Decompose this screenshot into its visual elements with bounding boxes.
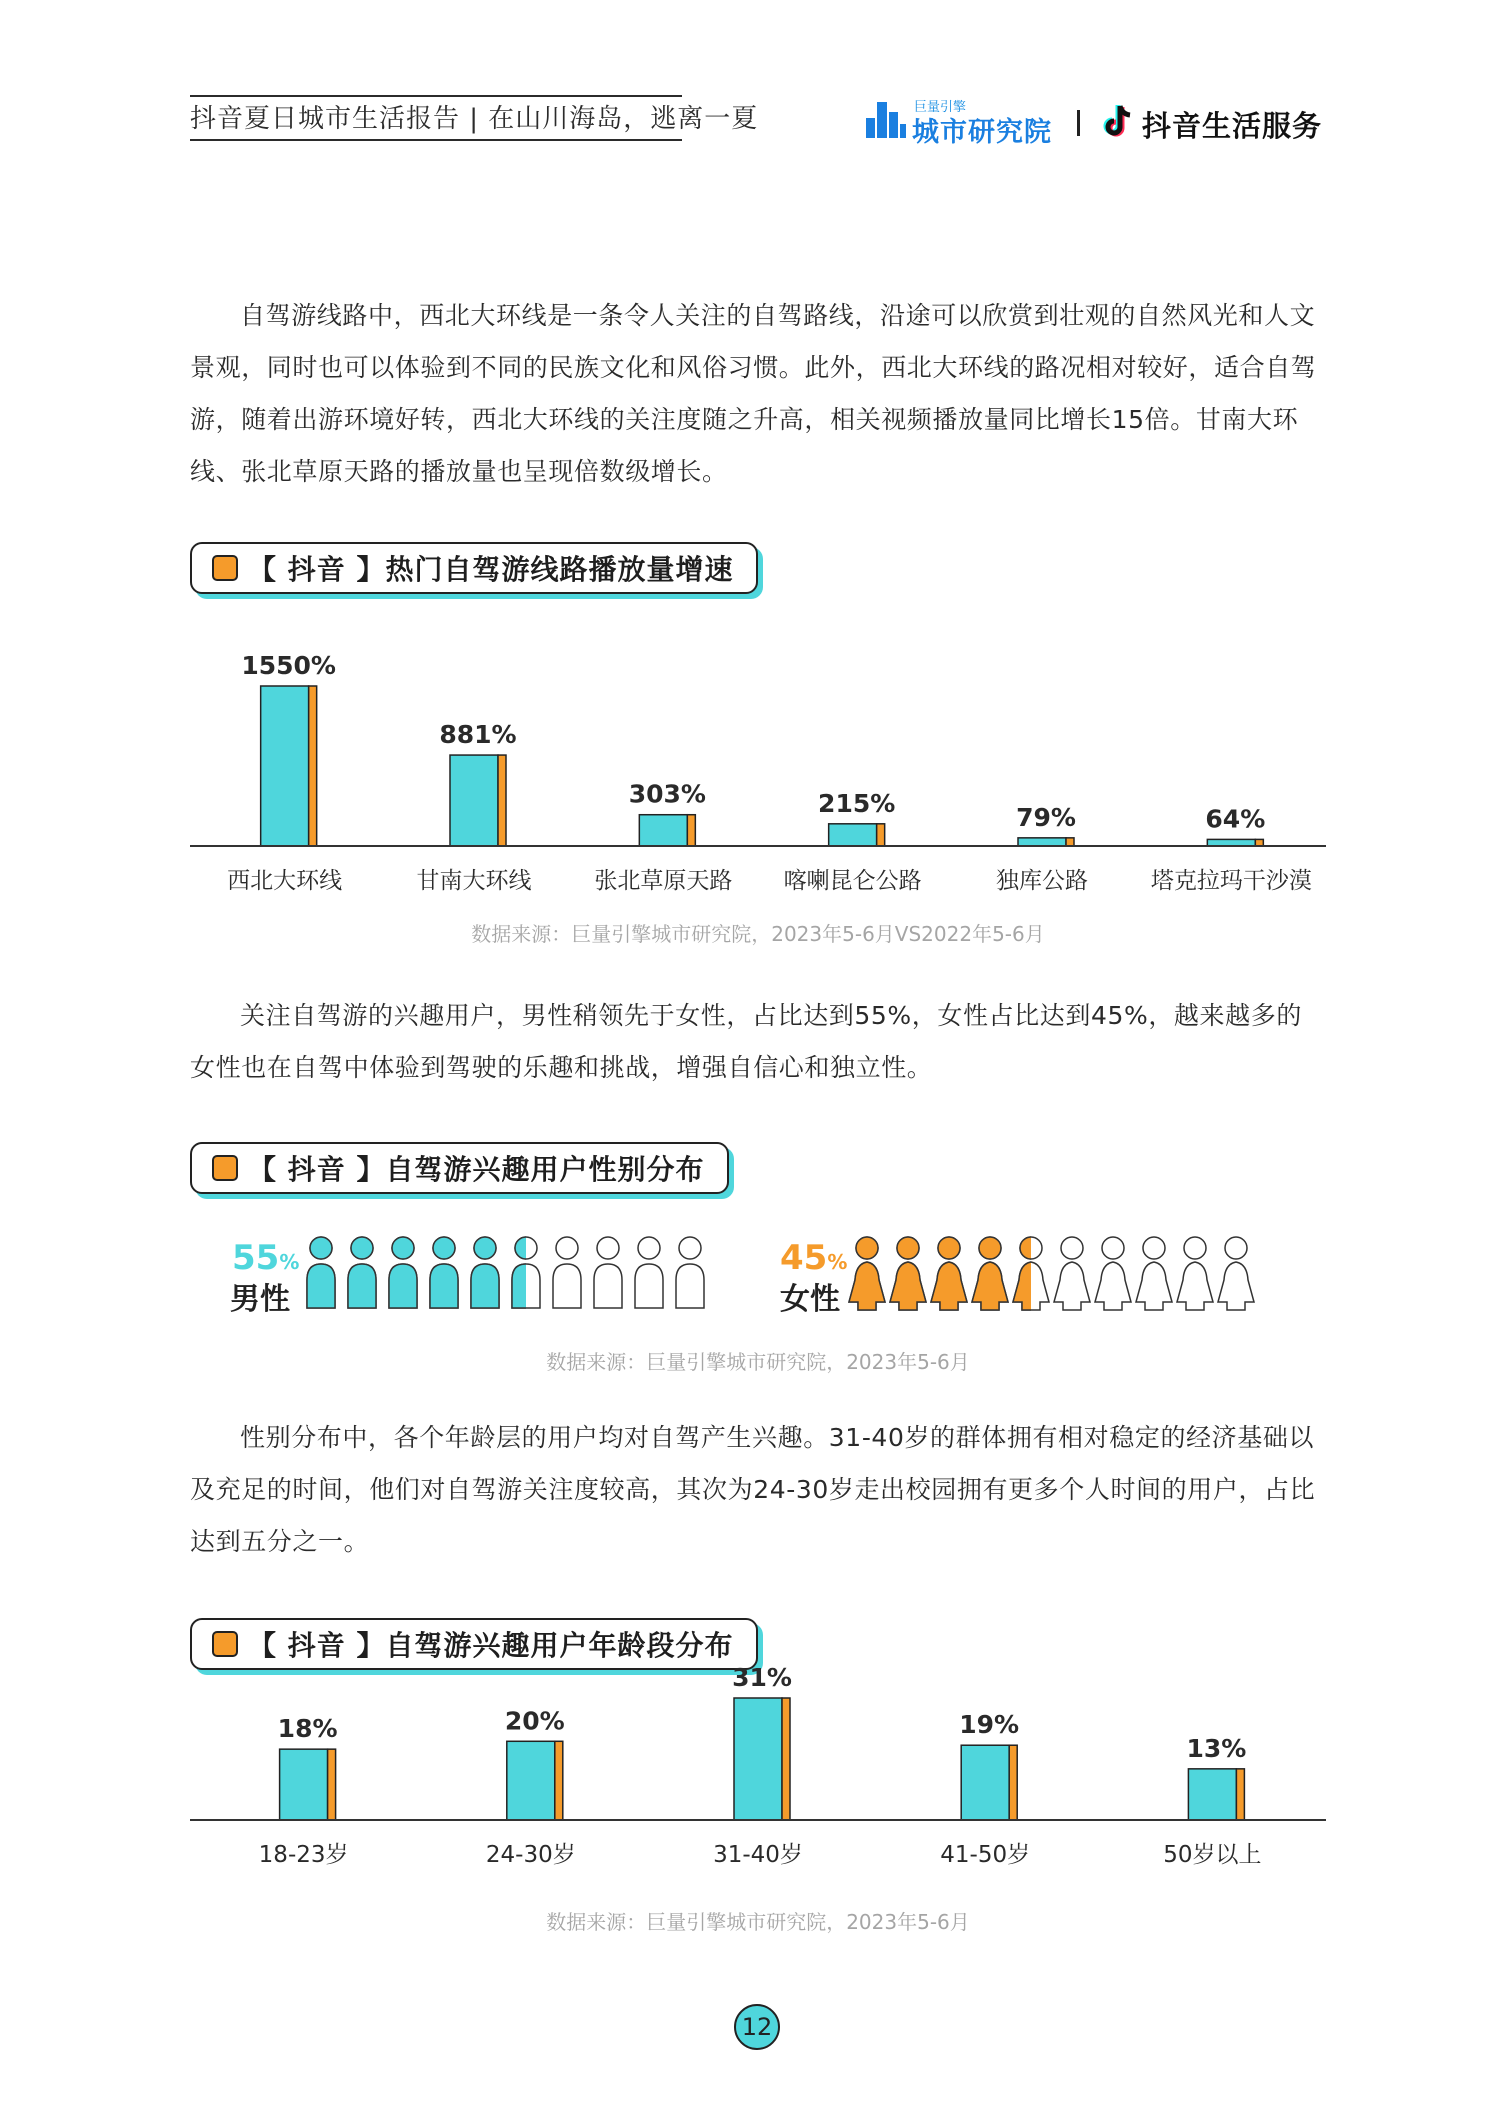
- category-label: 18-23岁: [258, 1842, 349, 1868]
- douyin-logo-icon: [1104, 102, 1138, 140]
- male-person-icon: [348, 1237, 376, 1308]
- data-label: 18%: [277, 1714, 338, 1744]
- page-number: 12: [734, 2004, 780, 2050]
- brand-douyin-life-service: 抖音生活服务: [1142, 109, 1323, 143]
- male-person-icon: [307, 1237, 335, 1308]
- bar-0: [261, 686, 317, 846]
- male-people-icons: [300, 1236, 720, 1318]
- data-label: 31%: [732, 1663, 792, 1692]
- female-person-icon: [849, 1237, 885, 1310]
- header-rule-bottom: [190, 139, 682, 141]
- data-label: 19%: [959, 1710, 1020, 1740]
- orange-square-icon: [212, 1631, 238, 1657]
- data-label: 64%: [1205, 804, 1266, 834]
- data-label: 20%: [504, 1706, 565, 1736]
- category-label: 41-50岁: [940, 1842, 1031, 1868]
- male-person-icon: [676, 1237, 704, 1308]
- female-percent: 45%: [780, 1238, 848, 1278]
- brand-city-institute: 城市研究院: [912, 117, 1052, 148]
- orange-square-icon: [212, 555, 238, 581]
- category-label: 31-40岁: [713, 1842, 803, 1868]
- bar-4: [1188, 1769, 1244, 1820]
- bar-face: [450, 755, 498, 846]
- bar-3: [829, 824, 885, 846]
- bar-1: [450, 755, 506, 846]
- bar-edge: [877, 824, 885, 846]
- data-label: 1550%: [241, 651, 336, 680]
- female-label: 女性: [780, 1282, 840, 1317]
- report-title: 抖音夏日城市生活报告 | 在山川海岛，逃离一夏: [190, 104, 759, 134]
- bar-face: [280, 1749, 328, 1820]
- male-person-icon: [553, 1237, 581, 1308]
- section-title-routes-text: 【 抖音 】热门自驾游线路播放量增速: [248, 553, 734, 586]
- male-percent: 55%: [232, 1238, 300, 1278]
- bar-edge: [555, 1741, 563, 1820]
- bar-4: [1018, 838, 1074, 846]
- section-title-gender: [190, 1142, 729, 1194]
- section-title-age-text: 【 抖音 】自驾游兴趣用户年龄段分布: [248, 1629, 734, 1662]
- data-label: 13%: [1186, 1733, 1247, 1763]
- source-note-routes: 数据来源：巨量引擎城市研究院，2023年5-6月VS2022年5-6月: [471, 922, 1045, 946]
- brand-divider: [1077, 110, 1080, 136]
- female-person-icon: [890, 1237, 926, 1310]
- header-rule-top: [190, 95, 682, 97]
- bar-edge: [498, 755, 506, 846]
- bar-edge: [1009, 1745, 1017, 1820]
- bar-edge: [687, 815, 695, 846]
- section-title-gender-text: 【 抖音 】自驾游兴趣用户性别分布: [248, 1153, 705, 1186]
- bar-face: [507, 1741, 555, 1820]
- data-label: 215%: [818, 788, 896, 818]
- male-person-icon: [430, 1237, 458, 1308]
- paragraph-routes: 自驾游线路中，西北大环线是一条令人关注的自驾路线，沿途可以欣赏到壮观的自然风光和人文景观，同时也可以体验到不同的民族文化和风俗习惯。此外，西北大环线的路况相对较好，适合自驾游，随着出游环境好转，西北大环线的关注度随之升高，相关视频播放量同比增长15倍。甘南大环线、张北草原天路的播放量也呈现倍数级增长。: [190, 301, 1317, 486]
- source-note-age: 数据来源：巨量引擎城市研究院，2023年5-6月: [546, 1910, 970, 1934]
- category-label: 西北大环线: [227, 868, 343, 894]
- paragraph-age: 性别分布中，各个年龄层的用户均对自驾产生兴趣。31-40岁的群体拥有相对稳定的经济基础以及充足的时间，他们对自驾游关注度较高，其次为24-30岁走出校园拥有更多个人时间的用户，占比达到五分之一。: [190, 1423, 1316, 1556]
- routes-chart-svg: [190, 640, 1326, 900]
- female-person-icon: [931, 1237, 967, 1310]
- female-person-icon: [972, 1237, 1008, 1310]
- category-label: 喀喇昆仑公路: [783, 868, 922, 894]
- age-bar-chart: [190, 1663, 1326, 1890]
- city-buildings-icon: [864, 96, 908, 140]
- category-label: 50岁以上: [1163, 1842, 1262, 1868]
- bar-2: [734, 1698, 790, 1820]
- data-label: 303%: [628, 779, 706, 809]
- orange-square-icon: [212, 1155, 238, 1181]
- bar-face: [261, 686, 309, 846]
- category-label: 塔克拉玛干沙漠: [1150, 868, 1312, 894]
- bar-face: [639, 815, 687, 846]
- bar-2: [639, 815, 695, 846]
- male-person-icon: [512, 1237, 540, 1308]
- routes-bar-chart: [190, 640, 1326, 900]
- source-note-gender: 数据来源：巨量引擎城市研究院，2023年5-6月: [546, 1350, 970, 1374]
- male-person-icon: [594, 1237, 622, 1308]
- female-person-icon: [1136, 1237, 1172, 1310]
- bar-0: [280, 1749, 336, 1820]
- bar-face: [734, 1698, 782, 1820]
- paragraph-gender: 关注自驾游的兴趣用户，男性稍领先于女性，占比达到55%，女性占比达到45%，越来越多的女性也在自驾中体验到驾驶的乐趣和挑战，增强自信心和独立性。: [190, 1001, 1302, 1082]
- bar-edge: [782, 1698, 790, 1820]
- female-people-icons: [846, 1236, 1266, 1318]
- category-label: 24-30岁: [485, 1842, 576, 1868]
- bar-3: [961, 1745, 1017, 1820]
- data-label: 79%: [1016, 802, 1076, 832]
- female-person-icon: [1218, 1237, 1254, 1310]
- female-person-icon: [1095, 1237, 1131, 1310]
- section-title-routes: [190, 542, 758, 594]
- bar-1: [507, 1741, 563, 1820]
- female-person-icon: [1177, 1237, 1213, 1310]
- bar-edge: [309, 686, 317, 846]
- age-chart-svg: [190, 1663, 1326, 1890]
- female-person-icon: [1013, 1237, 1049, 1310]
- male-person-icon: [389, 1237, 417, 1308]
- male-person-icon: [635, 1237, 663, 1308]
- bar-face: [829, 824, 877, 846]
- bar-edge: [328, 1749, 336, 1820]
- bar-face: [961, 1745, 1009, 1820]
- bar-face: [1188, 1769, 1236, 1820]
- category-label: 甘南大环线: [416, 868, 532, 894]
- data-label: 881%: [439, 720, 517, 750]
- bar-face: [1018, 838, 1066, 846]
- bar-edge: [1236, 1769, 1244, 1820]
- female-person-icon: [1054, 1237, 1090, 1310]
- male-label: 男性: [230, 1282, 290, 1317]
- brand-ocean-engine: 巨量引擎: [914, 100, 967, 115]
- category-label: 张北草原天路: [594, 868, 733, 894]
- category-label: 独库公路: [996, 868, 1088, 894]
- section-title-age: [190, 1618, 758, 1670]
- male-person-icon: [471, 1237, 499, 1308]
- bar-edge: [1066, 838, 1074, 846]
